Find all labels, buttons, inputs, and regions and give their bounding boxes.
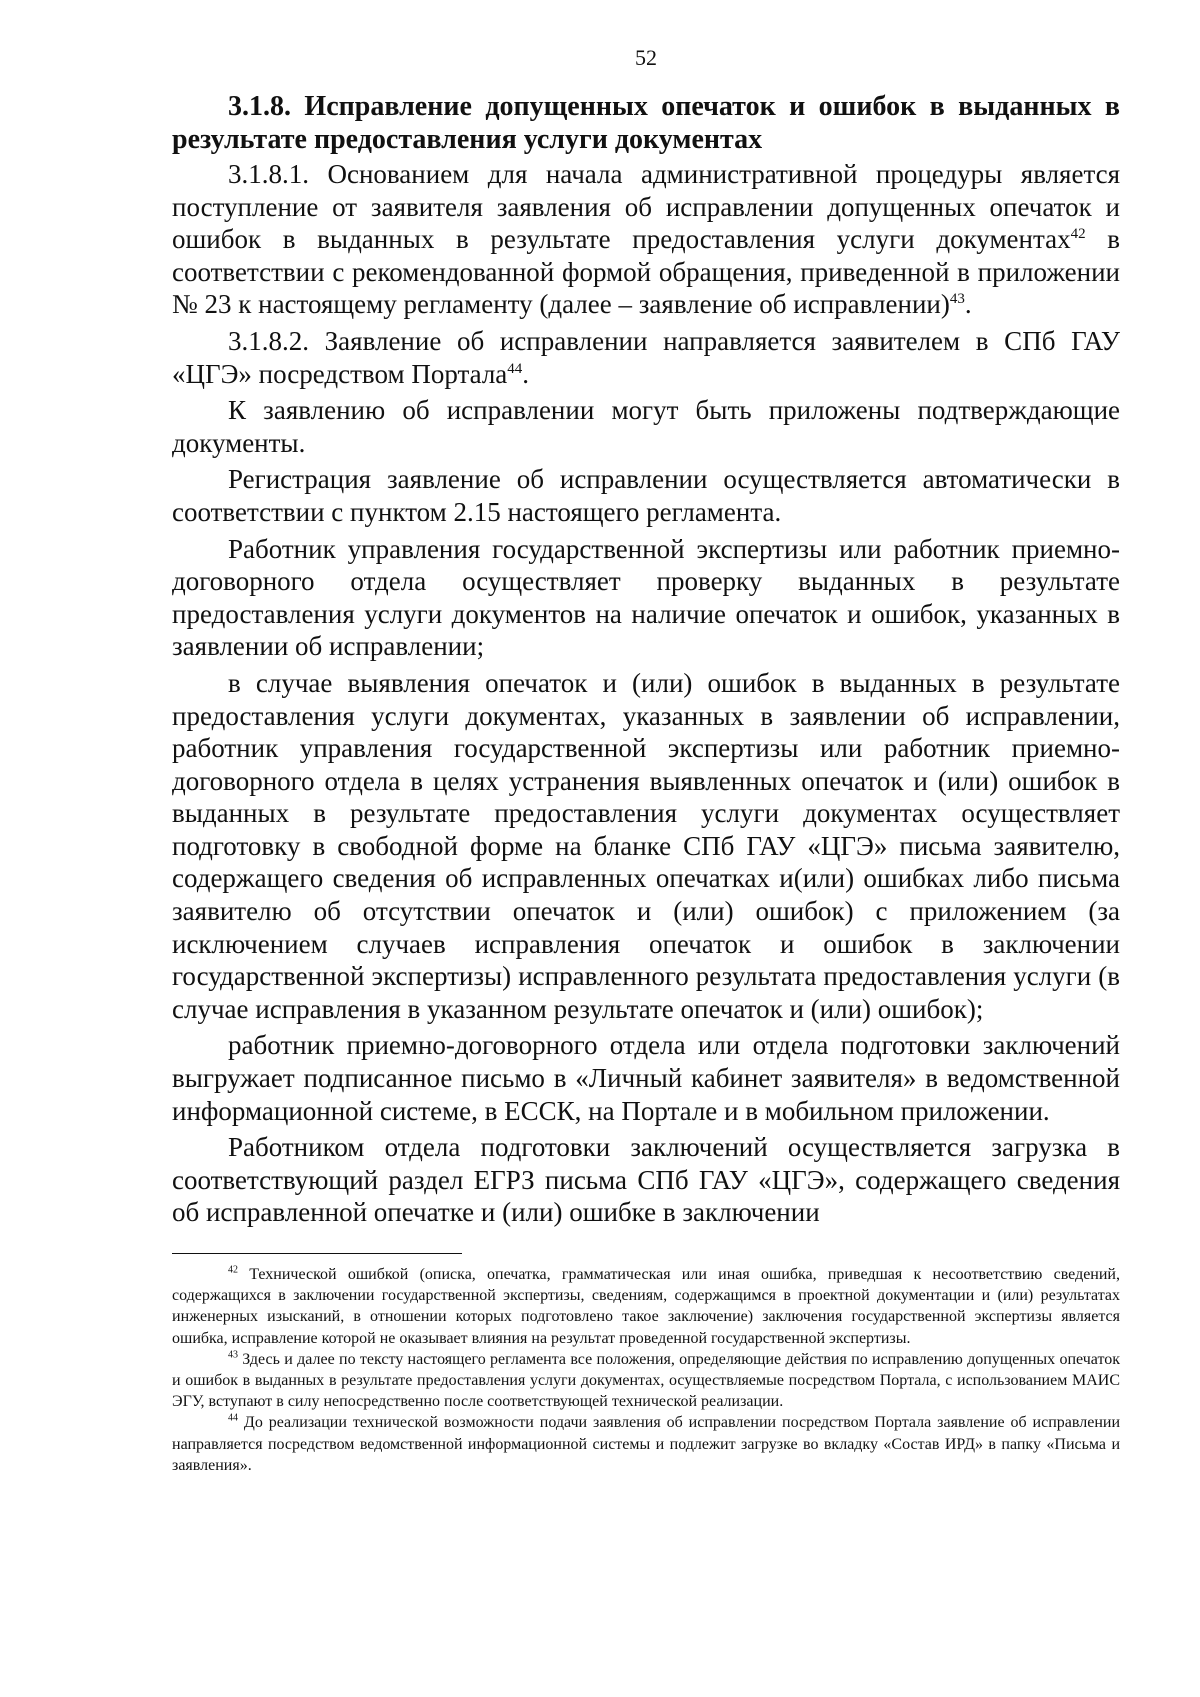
paragraph-3-1-8-1 [172, 158, 1120, 321]
footnote-number: 42 [228, 1264, 238, 1276]
document-page [172, 44, 1120, 1476]
footnote-ref-42[interactable]: 42 [1070, 226, 1086, 243]
footnote-number: 43 [228, 1349, 238, 1361]
footnote-text: До реализации технической возможности подачи заявления об исправлении посредством Портала заявление об исправлении направляется посредством ведомственной информационной системы и подлежит загрузке во вкладку «Состав ИРД» в папку «Письма и заявления». [172, 1414, 1120, 1474]
section-heading: 3.1.8. Исправление допущенных опечаток и ошибок в выданных в результате предоставления услуги документах [172, 91, 1120, 155]
paragraph-text: . [522, 358, 530, 389]
paragraph-text: . [964, 289, 972, 320]
footnote-text: Здесь и далее по тексту настоящего регламента все положения, определяющие действия по исправлению допущенных опечаток и ошибок в выданных в результате предоставления услуги документах, осуществляемые посредством Портала, с использованием МАИС ЭГУ, вступают в силу непосредственно после соответствующей технической реализации. [172, 1350, 1120, 1411]
paragraph-error-found: в случае выявления опечаток и (или) ошибок в выданных в результате предоставления услуги документах, указанных в заявлении об исправлении, работник управления государственной экспертизы или работник приемно-договорного отдела в целях устранения выявленных опечаток и (или) ошибок в выданных в результате предоставления услуги документах осуществляет подготовку в свободной форме на бланке СПб ГАУ «ЦГЭ» письма заявителю, содержащего сведения об исправленных опечатках и(или) ошибках либо письма заявителю об отсутствии опечаток и (или) ошибок) с приложением (за исключением случаев исправления опечаток и ошибок в заключении государственной экспертизы) исправленного результата предоставления услуги (в случае исправления в указанном результате опечаток и (или) ошибок); [172, 667, 1120, 1024]
paragraph-text: 3.1.8.1. Основанием для начала административной процедуры является поступление от заявителя заявления об исправлении допущенных опечаток и ошибок в выданных в результате предоставления услуги документах [172, 159, 1120, 255]
footnote-number: 44 [228, 1413, 238, 1425]
footnote-separator [172, 1253, 462, 1254]
paragraph-upload-letter: работник приемно-договорного отдела или отдела подготовки заключений выгружает подписанное письмо в «Личный кабинет заявителя» в ведомственной информационной системе, в ЕССК, на Портале и в мобильном приложении. [172, 1030, 1120, 1126]
page-number: 52 [635, 45, 657, 70]
footnote-44 [172, 1412, 1120, 1476]
paragraph-verification: Работник управления государственной экспертизы или работник приемно-договорного отдела осуществляет проверку выданных в результате предоставления услуги документов на наличие опечаток и ошибок, указанных в заявлении об исправлении; [172, 533, 1120, 662]
footnote-text: Технической ошибкой (описка, опечатка, грамматическая или иная ошибка, приведшая к несоответствию сведений, содержащихся в заключении государственной экспертизы, сведениям, содержащимся в проектной документации и (или) результатах инженерных изысканий, в отношении которых подготовлено такое заключение) заключения государственной экспертизы является ошибка, исправление которой не оказывает влияния на результат проведенной государственной экспертизы. [172, 1266, 1120, 1347]
paragraph-attachments: К заявлению об исправлении могут быть приложены подтверждающие документы. [172, 395, 1120, 458]
paragraph-registration: Регистрация заявление об исправлении осуществляется автоматически в соответствии с пунктом 2.15 настоящего регламента. [172, 464, 1120, 527]
footnote-ref-43[interactable]: 43 [949, 291, 965, 308]
footnote-43 [172, 1349, 1120, 1413]
paragraph-text: в соответствии с рекомендованной формой обращения, приведенной в приложении № 23 к настоящему регламенту (далее – заявление об исправлении) [172, 224, 1121, 320]
paragraph-text: 3.1.8.2. Заявление об исправлении направляется заявителем в СПб ГАУ «ЦГЭ» посредством Портала [172, 325, 1120, 389]
paragraph-3-1-8-2 [172, 325, 1120, 390]
paragraph-egrz-upload: Работником отдела подготовки заключений осуществляется загрузка в соответствующий раздел ЕГРЗ письма СПб ГАУ «ЦГЭ», содержащего сведения об исправленной опечатке и (или) ошибке в заключении [172, 1132, 1120, 1228]
footnote-42 [172, 1264, 1120, 1349]
footnote-ref-44[interactable]: 44 [507, 360, 523, 377]
